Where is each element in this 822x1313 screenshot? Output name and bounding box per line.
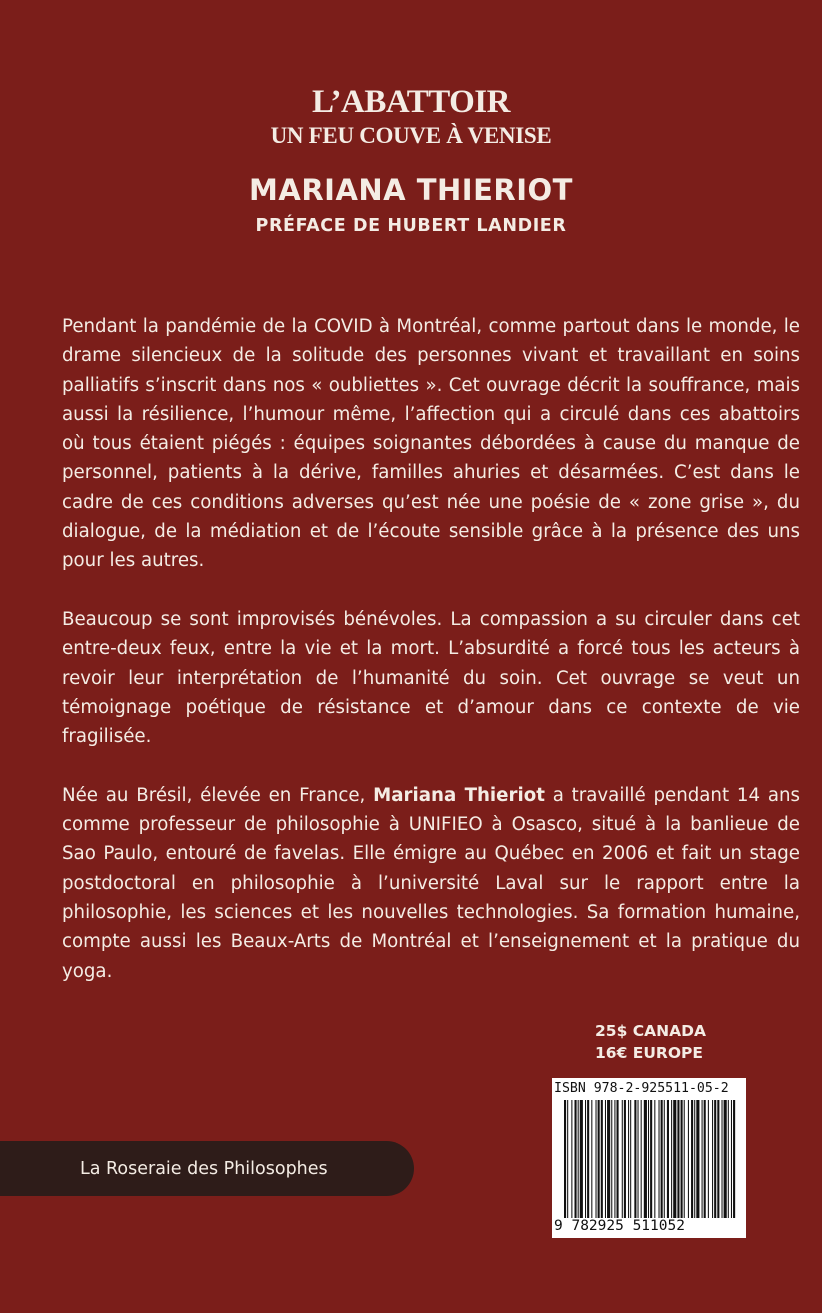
barcode-bar — [628, 1100, 629, 1218]
barcode-bar — [580, 1100, 583, 1218]
summary-paragraph-2: Beaucoup se sont improvisés bénévoles. La compassion a su circuler dans cet entre-deux feux, entre la vie et la mort. L’absurdité a forcé tous les acteurs à revoir leur interprétation de l’humanité du soin. Cet ouvrage se veut un témoignage poétique de résistance et d’amour dans ce contexte de vie fragilisée. — [62, 608, 800, 748]
publisher-name: La Roseraie des Philosophes — [80, 1158, 328, 1179]
bio-text-start: Née au Brésil, élevée en France, — [62, 784, 374, 806]
barcode-bar — [591, 1100, 592, 1218]
author-name: MARIANA THIERIOT — [249, 173, 573, 207]
book-title: L’ABATTOIR — [312, 84, 510, 120]
barcode-bar — [684, 1100, 685, 1218]
barcode-bar — [585, 1100, 586, 1218]
barcode-bar — [717, 1100, 719, 1218]
barcode-bar — [654, 1100, 655, 1218]
barcode-bar — [659, 1100, 660, 1218]
barcode-bar — [691, 1100, 693, 1218]
barcode-bar — [598, 1100, 600, 1218]
barcode-bar — [667, 1100, 669, 1218]
barcode-bar — [575, 1100, 577, 1218]
barcode-bar — [722, 1100, 723, 1218]
barcode-bar — [605, 1100, 606, 1218]
barcode-bar — [601, 1100, 603, 1218]
barcode-bar — [644, 1100, 647, 1218]
barcode-bar — [578, 1100, 579, 1218]
summary-paragraph-1: Pendant la pandémie de la COVID à Montréal, comme partout dans le monde, le drame silencieux de la solitude des personnes vivant et travaillant en soins palliatifs s’inscrit dans nos « oubliettes ». Cet ouvrage décrit la souffrance, mais aussi la résilience, l’humour même, l’affection qui a circulé dans ces abattoirs où tous étaient piégés : équipes soignantes débordées à cause du manque de personnel, patients à la dérive, familles ahuries et désarmées. C’est dans le cadre de ces conditions adverses qu’est née une poésie de « zone grise », du dialogue, de la médiation et de l’écoute sensible grâce à la présence des uns pour les autres. — [62, 316, 800, 572]
barcode-bar — [731, 1100, 732, 1218]
preface-credit: PRÉFACE DE HUBERT LANDIER — [255, 216, 567, 236]
barcode-bar — [634, 1100, 636, 1218]
barcode-bar — [733, 1100, 735, 1218]
price-canada: 25$ CANADA — [595, 1022, 706, 1040]
barcode-bar — [681, 1100, 683, 1218]
back-cover-text — [62, 312, 800, 986]
barcode-bar — [702, 1100, 703, 1218]
barcode-digits: 9 782925 511052 — [554, 1218, 685, 1234]
barcode-bar — [607, 1100, 610, 1218]
author-bio-paragraph — [62, 781, 800, 986]
barcode-bar — [714, 1100, 716, 1218]
barcode-bar — [696, 1100, 699, 1218]
bio-author-name: Mariana Thieriot — [373, 784, 545, 806]
barcode-bar — [661, 1100, 663, 1218]
isbn-label: ISBN 978-2-925511-05-2 — [554, 1081, 729, 1096]
publisher-band — [0, 1141, 414, 1196]
barcode-bar — [671, 1100, 672, 1218]
barcode-bar — [614, 1100, 615, 1218]
barcode-bar — [650, 1100, 652, 1218]
barcode-bar — [617, 1100, 619, 1218]
barcode-bar — [688, 1100, 689, 1218]
barcode-bar — [567, 1100, 568, 1218]
barcode-bar — [624, 1100, 626, 1218]
barcode-bar — [611, 1100, 612, 1218]
barcode-bar — [630, 1100, 631, 1218]
barcode-bar — [564, 1100, 566, 1218]
barcode-bar — [596, 1100, 597, 1218]
barcode-bar — [641, 1100, 642, 1218]
barcode-bar — [622, 1100, 623, 1218]
barcode-bar — [728, 1100, 729, 1218]
barcode-bar — [571, 1100, 572, 1218]
bio-text-rest: a travaillé pendant 14 ans comme professeur de philosophie à UNIFIEO à Osasco, situé à la banlieue de Sao Paulo, entouré de favelas. Elle émigre au Québec en 2006 et fait un stage postdoctoral en philosophie à l’université Laval sur le rapport entre la philosophie, les sciences et les nouvelles technologies. Sa formation humaine, compte aussi les Beaux-Arts de Montréal et l’enseignement et la pratique du yoga. — [62, 784, 800, 982]
barcode-bar — [648, 1100, 649, 1218]
price-europe: 16€ EUROPE — [595, 1044, 703, 1062]
barcode-bar — [708, 1100, 709, 1218]
book-subtitle: UN FEU COUVE À VENISE — [270, 123, 552, 148]
barcode-bar — [712, 1100, 713, 1218]
barcode-bar — [638, 1100, 639, 1218]
isbn-barcode — [552, 1078, 746, 1238]
barcode-bar — [704, 1100, 706, 1218]
price-block — [595, 1020, 706, 1064]
barcode-bar — [724, 1100, 727, 1218]
barcode-bar — [664, 1100, 665, 1218]
barcode-bars — [554, 1100, 744, 1218]
barcode-bar — [587, 1100, 589, 1218]
barcode-bar — [673, 1100, 676, 1218]
barcode-bar — [694, 1100, 695, 1218]
barcode-bar — [677, 1100, 679, 1218]
